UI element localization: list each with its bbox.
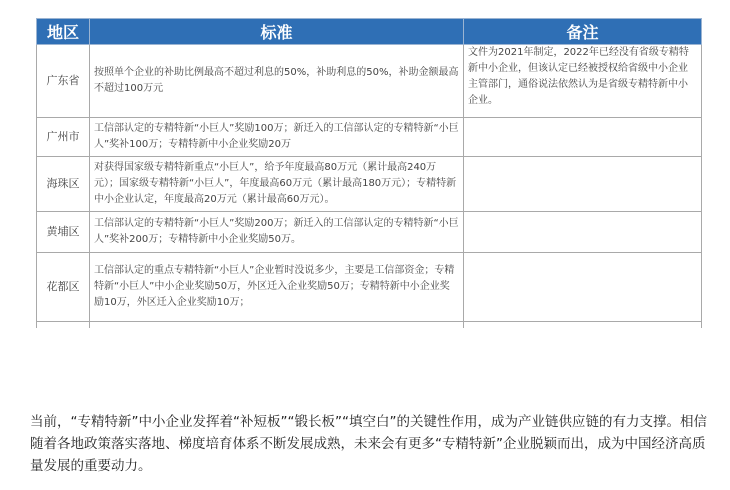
region-cell: 广东省 (37, 45, 90, 118)
note-cell (464, 212, 702, 253)
table-row (37, 253, 702, 322)
summary-paragraph: 当前，“专精特新”中小企业发挥着“补短板”“锻长板”“填空白”的关键性作用，成为产业链供应链的有力支撑。相信随着各地政策落实落地、梯度培育体系不断发展成熟，未来会有更多“专精特新”企业脱颖而出，成为中国经济高质量发展的重要动力。 (30, 413, 707, 474)
standard-cell: 工信部认定的专精特新“小巨人”奖励200万；新迁入的工信部认定的专精特新“小巨人”奖补200万；专精特新中小企业奖励50万。 (90, 212, 464, 253)
table-row (37, 157, 702, 212)
region-cell: 花都区 (37, 253, 90, 322)
header-note: 备注 (464, 19, 702, 45)
note-cell: 文件为2021年制定，2022年已经没有省级专精特新中小企业，但该认定已经被授权给省级中小企业主管部门，通俗说法依然认为是省级专精特新中小企业。 (464, 45, 702, 118)
standard-cell: 对获得国家级专精特新重点“小巨人”，给予年度最高80万元（累计最高240万元）；国家级专精特新“小巨人”，年度最高60万元（累计最高180万元）；专精特新中小企业认定，年度最高20万元（累计最高60万元）。 (90, 157, 464, 212)
standard-cell: 工信部认定的重点专精特新“小巨人”企业暂时没说多少，主要是工信部资金；专精特新“小巨人”中小企业奖励50万，外区迁入企业奖励50万；专精特新中小企业奖励10万，外区迁入企业奖励10万； (90, 253, 464, 322)
empty-cell (464, 322, 702, 329)
standard-cell: 工信部认定的专精特新“小巨人”奖励100万；新迁入的工信部认定的专精特新“小巨人”奖补100万；专精特新中小企业奖励20万 (90, 118, 464, 157)
table-empty-row (37, 322, 702, 329)
policy-table-container (36, 18, 701, 328)
table-row (37, 212, 702, 253)
empty-cell (90, 322, 464, 329)
region-cell: 广州市 (37, 118, 90, 157)
table-row (37, 118, 702, 157)
note-cell (464, 118, 702, 157)
standard-cell: 按照单个企业的补助比例最高不超过利息的50%，补助利息的50%，补助金额最高不超过100万元 (90, 45, 464, 118)
table-header-row (37, 19, 702, 45)
region-cell: 黄埔区 (37, 212, 90, 253)
header-region: 地区 (37, 19, 90, 45)
note-cell (464, 157, 702, 212)
note-cell (464, 253, 702, 322)
header-standard: 标准 (90, 19, 464, 45)
empty-cell (37, 322, 90, 329)
table-row (37, 45, 702, 118)
policy-table (36, 18, 702, 328)
region-cell: 海珠区 (37, 157, 90, 212)
